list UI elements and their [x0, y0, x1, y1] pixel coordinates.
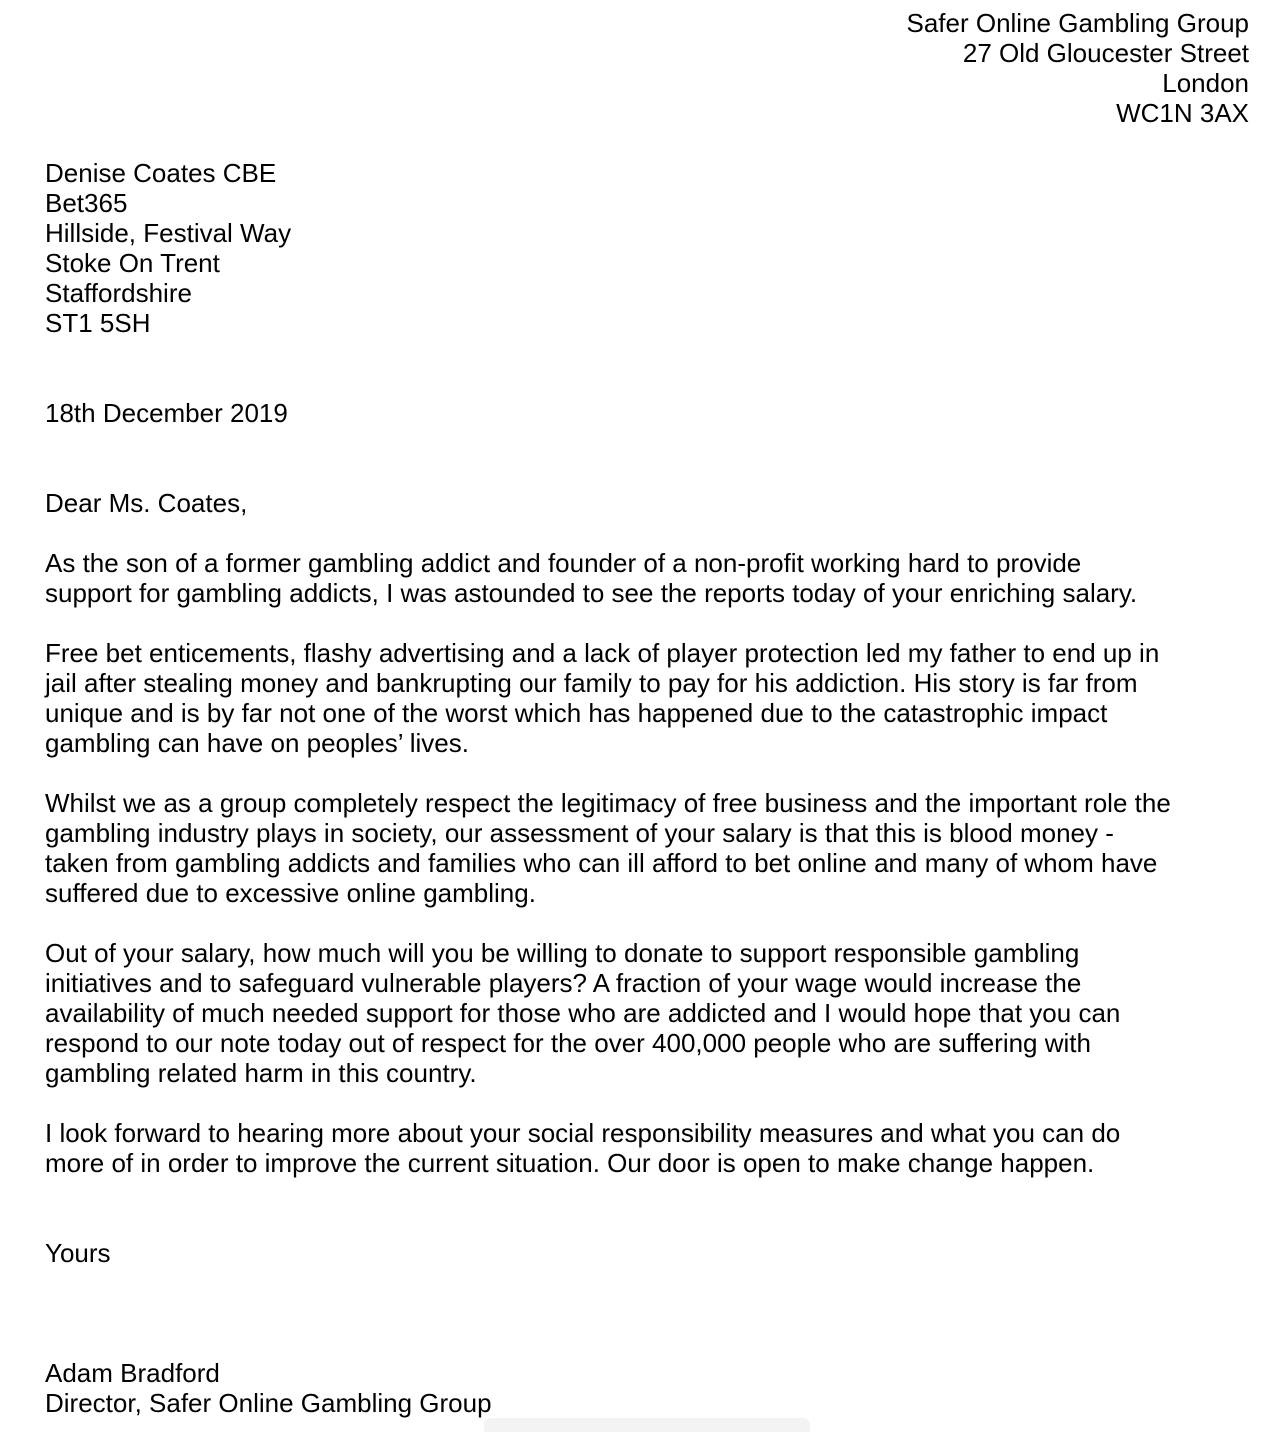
paragraph-line: availability of much needed support for those who are addicted and I would hope that you can	[45, 998, 1121, 1028]
paragraph-line: support for gambling addicts, I was astounded to see the reports today of your enriching salary.	[45, 578, 1138, 608]
recipient-address	[45, 158, 291, 338]
paragraph-line: gambling related harm in this country.	[45, 1058, 477, 1088]
paragraph-line: respond to our note today out of respect for the over 400,000 people who are suffering with	[45, 1028, 1091, 1058]
signature-block	[45, 1358, 492, 1418]
paragraph-line: Out of your salary, how much will you be willing to donate to support responsible gambling	[45, 938, 1080, 968]
recipient-address-line: Hillside, Festival Way	[45, 218, 292, 248]
signature-name: Adam Bradford	[45, 1358, 220, 1388]
paragraph-line: As the son of a former gambling addict and founder of a non-profit working hard to provide	[45, 548, 1082, 578]
recipient-address-line: Bet365	[45, 188, 128, 218]
closing: Yours	[45, 1238, 111, 1268]
signature-title: Director, Safer Online Gambling Group	[45, 1388, 492, 1418]
recipient-address-line: Denise Coates CBE	[45, 158, 277, 188]
recipient-address-line: Stoke On Trent	[45, 248, 220, 278]
sender-address	[906, 8, 1249, 128]
body-paragraph	[45, 638, 1159, 758]
paragraph-line: unique and is by far not one of the worst which has happened due to the catastrophic impact	[45, 698, 1108, 728]
paragraph-line: gambling can have on peoples’ lives.	[45, 728, 469, 758]
paragraph-line: jail after stealing money and bankrupting our family to pay for his addiction. His story is far from	[45, 668, 1138, 698]
paragraph-line: I look forward to hearing more about your social responsibility measures and what you can do	[45, 1118, 1121, 1148]
sender-address-line: London	[1162, 68, 1249, 98]
letter-date: 18th December 2019	[45, 398, 288, 428]
sender-address-line: Safer Online Gambling Group	[906, 8, 1249, 38]
body-paragraph	[45, 548, 1137, 608]
paragraph-line: more of in order to improve the current situation. Our door is open to make change happen.	[45, 1148, 1095, 1178]
body-paragraph	[45, 1118, 1120, 1178]
paragraph-line: gambling industry plays in society, our assessment of your salary is that this is blood money -	[45, 818, 1114, 848]
recipient-address-line: ST1 5SH	[45, 308, 151, 338]
paragraph-line: Free bet enticements, flashy advertising and a lack of player protection led my father to end up in	[45, 638, 1160, 668]
body-paragraph	[45, 938, 1120, 1088]
bottom-overlay-shadow	[484, 1418, 810, 1432]
salutation: Dear Ms. Coates,	[45, 488, 248, 518]
paragraph-line: Whilst we as a group completely respect the legitimacy of free business and the important role the	[45, 788, 1171, 818]
paragraph-line: initiatives and to safeguard vulnerable players? A fraction of your wage would increase the	[45, 968, 1082, 998]
sender-address-line: WC1N 3AX	[1116, 98, 1249, 128]
recipient-address-line: Staffordshire	[45, 278, 192, 308]
paragraph-line: suffered due to excessive online gambling.	[45, 878, 536, 908]
sender-address-line: 27 Old Gloucester Street	[962, 38, 1249, 68]
body-paragraph	[45, 788, 1171, 908]
paragraph-line: taken from gambling addicts and families who can ill afford to bet online and many of whom have	[45, 848, 1158, 878]
